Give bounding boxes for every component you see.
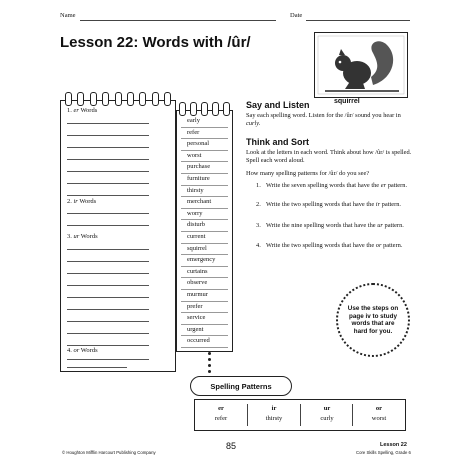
pattern-column-ur: ur curly: [320, 405, 334, 422]
category-ir: 2. ir Words: [67, 198, 97, 205]
spelling-word: occurred: [187, 337, 210, 345]
answer-line[interactable]: [67, 297, 149, 298]
word-divider: [181, 243, 228, 244]
step-text: Write the nine spelling words that have the ur pattern.: [266, 222, 404, 229]
spelling-word: service: [187, 314, 206, 322]
answer-line[interactable]: [67, 261, 149, 262]
page-title: Lesson 22: Words with /ûr/: [60, 34, 251, 51]
picture-frame: [314, 32, 408, 98]
notepad-rings: [179, 102, 230, 116]
think-sort-question: How many spelling patterns for /ûr/ do you see?: [246, 170, 370, 177]
spelling-word: observe: [187, 279, 208, 287]
word-divider: [181, 208, 228, 209]
answer-line[interactable]: [67, 285, 149, 286]
spelling-patterns-title: Spelling Patterns: [190, 376, 292, 396]
date-line[interactable]: [306, 20, 410, 21]
book-title: Core Skills Spelling, Grade 6: [356, 450, 411, 455]
think-sort-text: Look at the letters in each word. Think about how /ûr/ is spelled. Spell each word aloud.: [246, 149, 412, 164]
word-divider: [181, 277, 228, 278]
answer-line[interactable]: [67, 159, 149, 160]
answer-line[interactable]: [67, 273, 149, 274]
spelling-word: urgent: [187, 325, 204, 333]
answer-line[interactable]: [67, 309, 149, 310]
answer-line[interactable]: [67, 345, 149, 346]
spelling-word: prefer: [187, 302, 203, 310]
pattern-column-er: er refer: [214, 405, 228, 422]
step-number: 1.: [256, 182, 261, 189]
answer-line[interactable]: [67, 171, 149, 172]
spelling-word: murmur: [187, 291, 208, 298]
spelling-word: worry: [187, 209, 203, 217]
answer-line[interactable]: [67, 359, 149, 360]
date-label: Date: [290, 12, 303, 19]
say-listen-heading: Say and Listen: [246, 100, 310, 110]
word-divider: [181, 312, 228, 313]
say-listen-text: Say each spelling word. Listen for the /ûr/ sound you hear in curly.: [246, 112, 401, 127]
step-number: 3.: [256, 222, 261, 229]
spelling-word: squirrel: [187, 244, 207, 252]
category-er: 1. er Words: [67, 107, 98, 114]
word-divider: [181, 185, 228, 186]
answer-line[interactable]: [67, 213, 149, 214]
word-divider: [181, 254, 228, 255]
step-text: Write the seven spelling words that have the er pattern.: [266, 182, 408, 189]
word-divider: [181, 138, 228, 139]
page-number: 85: [226, 441, 237, 451]
step-number: 4.: [256, 242, 261, 249]
pattern-column-ir: ir thirsty: [265, 405, 283, 422]
answer-line[interactable]: [67, 147, 149, 148]
spelling-word: early: [187, 117, 200, 124]
think-sort-heading: Think and Sort: [246, 137, 309, 147]
answer-line[interactable]: [67, 249, 149, 250]
word-divider: [181, 324, 228, 325]
spelling-word: purchase: [187, 163, 211, 171]
answer-line[interactable]: [67, 333, 149, 334]
spelling-word: disturb: [187, 221, 206, 229]
step-text: Write the two spelling words that have the or pattern.: [266, 242, 403, 249]
word-divider: [181, 173, 228, 174]
answer-line[interactable]: [67, 321, 149, 322]
spelling-word: furniture: [187, 175, 210, 182]
answer-line[interactable]: [67, 367, 127, 368]
word-divider: [181, 161, 228, 162]
spelling-word: curtains: [187, 267, 208, 275]
category-ur: 3. ur Words: [67, 233, 98, 240]
step-number: 2.: [256, 201, 261, 208]
word-divider: [181, 127, 228, 128]
word-divider: [181, 150, 228, 151]
category-or: 4. or Words: [67, 347, 98, 354]
spelling-word: worst: [187, 151, 202, 159]
name-line[interactable]: [80, 20, 276, 21]
spelling-word: refer: [187, 128, 200, 136]
squirrel-icon: [315, 33, 407, 97]
sort-notepad: [60, 100, 176, 372]
answer-line[interactable]: [67, 225, 149, 226]
study-steps-badge: Use the steps on page iv to study words that are hard for you.: [336, 283, 410, 357]
spelling-word: current: [187, 233, 206, 240]
copyright-text: © Houghton Mifflin Harcourt Publishing Company: [62, 450, 156, 455]
step-text: Write the two spelling words that have the ir pattern.: [266, 201, 402, 208]
word-divider: [181, 289, 228, 290]
answer-line[interactable]: [67, 183, 149, 184]
word-list-notepad: [176, 110, 233, 352]
word-divider: [181, 335, 228, 336]
spelling-patterns-box: [194, 399, 406, 431]
spelling-word: emergency: [187, 256, 216, 264]
spelling-word: personal: [187, 140, 210, 148]
word-divider: [181, 301, 228, 302]
word-divider: [181, 219, 228, 220]
spelling-word: merchant: [187, 198, 212, 206]
answer-line[interactable]: [67, 123, 149, 124]
answer-line[interactable]: [67, 135, 149, 136]
word-divider: [181, 196, 228, 197]
lesson-label: Lesson 22: [380, 442, 407, 448]
spelling-word: thirsty: [187, 186, 204, 194]
pattern-column-or: or worst: [371, 405, 387, 422]
word-divider: [181, 266, 228, 267]
word-divider: [181, 347, 228, 348]
name-label: Name: [60, 12, 76, 19]
answer-line[interactable]: [67, 195, 149, 196]
notepad-rings: [65, 92, 171, 106]
picture-caption: squirrel: [334, 98, 360, 105]
word-divider: [181, 231, 228, 232]
